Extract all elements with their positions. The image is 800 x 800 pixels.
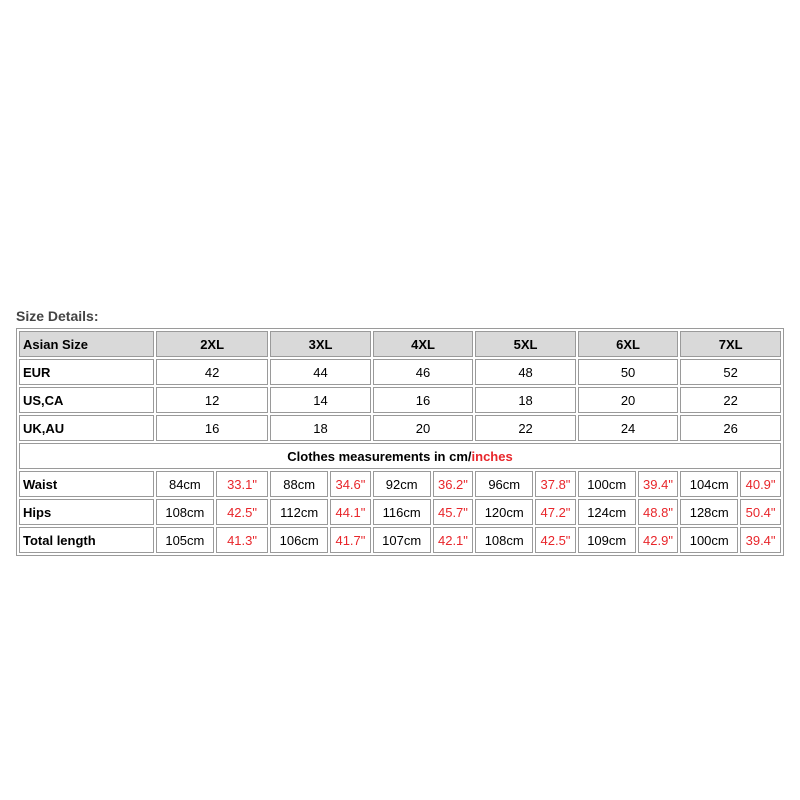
row-label: Waist	[19, 471, 154, 497]
cm-cell: 116cm	[373, 499, 431, 525]
cm-cell: 108cm	[475, 527, 533, 553]
cm-cell: 88cm	[270, 471, 328, 497]
table-cell: 26	[680, 415, 781, 441]
cm-cell: 96cm	[475, 471, 533, 497]
section-row	[19, 443, 781, 469]
table-cell: 14	[270, 387, 371, 413]
size-header: 6XL	[578, 331, 679, 357]
inch-cell: 39.4"	[740, 527, 781, 553]
cm-cell: 120cm	[475, 499, 533, 525]
table-cell: 24	[578, 415, 679, 441]
inch-cell: 42.5"	[216, 499, 268, 525]
table-cell: 12	[156, 387, 268, 413]
measurement-row	[19, 471, 781, 497]
table-cell: 50	[578, 359, 679, 385]
row-label: UK,AU	[19, 415, 154, 441]
inch-cell: 40.9"	[740, 471, 781, 497]
size-header: 2XL	[156, 331, 268, 357]
table-cell: 48	[475, 359, 576, 385]
inch-cell: 42.9"	[638, 527, 679, 553]
inch-cell: 39.4"	[638, 471, 679, 497]
cm-cell: 104cm	[680, 471, 738, 497]
section-highlight: inches	[471, 448, 513, 464]
row-label: Hips	[19, 499, 154, 525]
cm-cell: 106cm	[270, 527, 328, 553]
cm-cell: 108cm	[156, 499, 214, 525]
cm-cell: 112cm	[270, 499, 328, 525]
table-cell: 18	[270, 415, 371, 441]
inch-cell: 48.8"	[638, 499, 679, 525]
header-row	[19, 331, 781, 357]
inch-cell: 34.6"	[330, 471, 371, 497]
inch-cell: 41.7"	[330, 527, 371, 553]
inch-cell: 36.2"	[433, 471, 474, 497]
row-label: EUR	[19, 359, 154, 385]
conversion-row	[19, 387, 781, 413]
inch-cell: 47.2"	[535, 499, 576, 525]
table-cell: 20	[578, 387, 679, 413]
inch-cell: 44.1"	[330, 499, 371, 525]
cm-cell: 105cm	[156, 527, 214, 553]
table-cell: 52	[680, 359, 781, 385]
cm-cell: 109cm	[578, 527, 636, 553]
table-cell: 46	[373, 359, 474, 385]
cm-cell: 100cm	[680, 527, 738, 553]
size-header: 7XL	[680, 331, 781, 357]
table-cell: 18	[475, 387, 576, 413]
table-cell: 20	[373, 415, 474, 441]
cm-cell: 92cm	[373, 471, 431, 497]
row-label: Total length	[19, 527, 154, 553]
size-details	[16, 307, 784, 556]
size-header: 5XL	[475, 331, 576, 357]
inch-cell: 45.7"	[433, 499, 474, 525]
inch-cell: 33.1"	[216, 471, 268, 497]
inch-cell: 41.3"	[216, 527, 268, 553]
table-cell: 16	[373, 387, 474, 413]
table-cell: 22	[475, 415, 576, 441]
measurement-row	[19, 527, 781, 553]
row-label: US,CA	[19, 387, 154, 413]
inch-cell: 42.1"	[433, 527, 474, 553]
conversion-row	[19, 415, 781, 441]
measurements-section-title	[19, 443, 781, 469]
measurement-row	[19, 499, 781, 525]
size-header: 4XL	[373, 331, 474, 357]
conversion-row	[19, 359, 781, 385]
size-header: 3XL	[270, 331, 371, 357]
inch-cell: 37.8"	[535, 471, 576, 497]
inch-cell: 42.5"	[535, 527, 576, 553]
table-cell: 16	[156, 415, 268, 441]
cm-cell: 100cm	[578, 471, 636, 497]
size-chart-table	[16, 328, 784, 556]
size-details-title: Size Details:	[16, 308, 99, 324]
table-cell: 42	[156, 359, 268, 385]
table-cell: 22	[680, 387, 781, 413]
cm-cell: 128cm	[680, 499, 738, 525]
table-cell: 44	[270, 359, 371, 385]
section-text: Clothes measurements in cm/	[287, 448, 472, 464]
inch-cell: 50.4"	[740, 499, 781, 525]
cm-cell: 84cm	[156, 471, 214, 497]
asian-size-label: Asian Size	[19, 331, 154, 357]
cm-cell: 107cm	[373, 527, 431, 553]
cm-cell: 124cm	[578, 499, 636, 525]
